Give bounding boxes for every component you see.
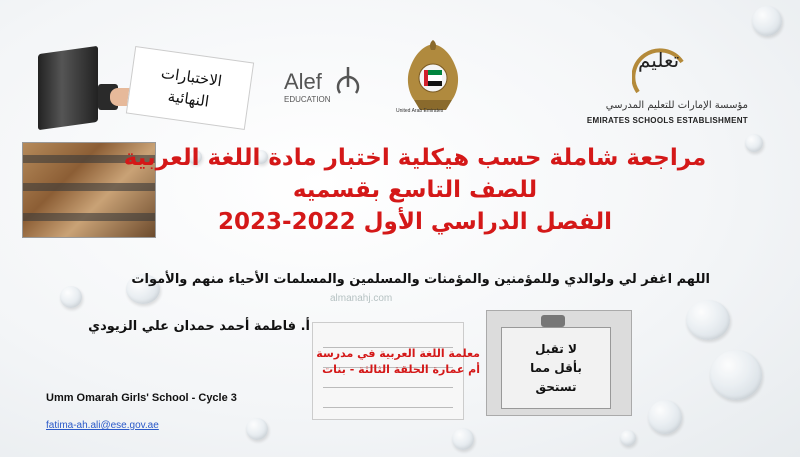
alef-education-logo (284, 63, 364, 109)
alef-mark-icon (336, 65, 360, 95)
teacher-email-link[interactable]: fatima-ah.ali@ese.gov.ae (46, 420, 159, 431)
card-line-2: بأقل مما (530, 360, 582, 375)
ese-name-arabic: مؤسسة الإمارات للتعليم المدرسي (605, 100, 748, 111)
monitor-graphic (38, 46, 98, 130)
water-drop (745, 134, 763, 152)
motivation-card (501, 327, 611, 409)
alef-subtitle: EDUCATION (284, 95, 331, 104)
teacher-role: معلمة اللغة العربية في مدرسة أم عمارة الحلقة الثالثة - بنات (316, 347, 480, 376)
exam-board (126, 46, 254, 130)
prayer-text: اللهم اغفر لي ولوالدي وللمؤمنين والمؤمنات والمسلمين والمسلمات الأحياء منهم والأموات (131, 272, 710, 287)
uae-caption: United Arab Emirates (396, 108, 444, 114)
teacher-name: أ. فاطمة أحمد حمدان علي الزيودي (88, 319, 310, 334)
title-line-2: للصف التاسع بقسميه (292, 177, 538, 203)
clip-icon (541, 315, 565, 327)
final-exams-logo (20, 40, 250, 130)
school-name-english: Umm Omarah Girls' School - Cycle 3 (46, 392, 237, 404)
water-drop (246, 418, 268, 440)
title-line-1: مراجعة شاملة حسب هيكلية اختبار مادة اللغة العربية (123, 145, 707, 171)
ese-brand-arabic: تعليم (638, 48, 680, 72)
water-drop (648, 400, 682, 434)
water-drop (710, 350, 762, 400)
water-drop (686, 300, 730, 340)
exam-board-line2: النهائية (166, 87, 211, 111)
water-drop (60, 286, 82, 308)
card-line-3: تستحق (535, 379, 577, 394)
motivation-card-photo (486, 310, 632, 416)
title-line-3: الفصل الدراسي الأول 2022-2023 (218, 209, 612, 235)
exam-board-line1: الاختبارات (159, 63, 224, 91)
ese-name-english: EMIRATES SCHOOLS ESTABLISHMENT (586, 116, 748, 125)
water-drop (620, 430, 636, 446)
ese-logo (580, 46, 750, 132)
alef-wordmark: Alef (284, 69, 322, 94)
card-line-1: لا تقبل (535, 341, 577, 356)
water-drop (452, 428, 474, 450)
site-watermark: almanahj.com (330, 293, 393, 304)
uae-emblem-icon (400, 38, 466, 118)
water-drop (752, 6, 782, 36)
slide-title (105, 142, 725, 238)
